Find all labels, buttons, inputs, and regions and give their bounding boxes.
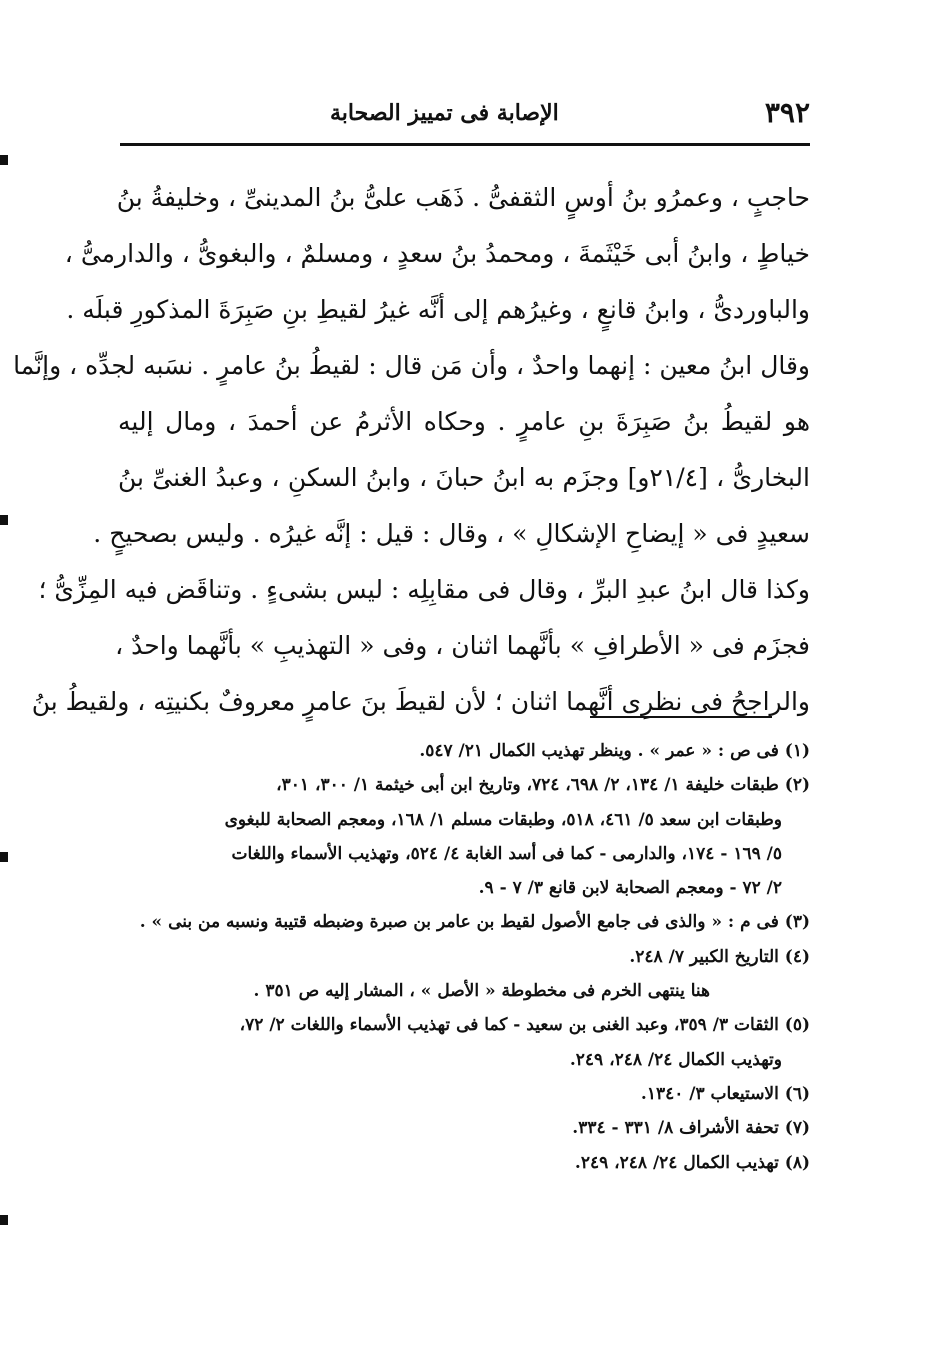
footnote-line: (٨) تهذيب الكمال ٢٤/ ٢٤٨، ٢٤٩.: [574, 1152, 810, 1173]
text-line: والباوردىُّ ، وابنُ قانعٍ ، وغيرُهم إلى أنَّه غيرُ لقيطِ بنِ صَبِرَةَ المذكورِ قبلَه .: [66, 295, 810, 324]
text-line: فجزَم فى « الأطرافِ » بأنَّهما اثنان ، وفى « التهذيبِ » بأنَّهما واحدٌ ،: [115, 631, 810, 660]
text-line: خياطٍ ، وابنُ أبى خَيْثَمةَ ، ومحمدُ بنُ سعدٍ ، ومسلمٌ ، والبغوىُّ ، والدارمىُّ ،: [64, 239, 810, 268]
footnote-line: وتهذيب الكمال ٢٤/ ٢٤٨، ٢٤٩.: [569, 1049, 782, 1070]
binding-mark: [0, 852, 8, 862]
footnote-line: (٣) فى م : « والذى فى جامع الأصول لقيط بن عامر بن صبرة وضبطه قتيبة ونسبه من بنى » .: [139, 912, 810, 933]
page-number: ٣٩٢: [764, 96, 810, 129]
footnote-line: (١) فى ص : « عمر » . وينظر تهذيب الكمال ٢١/ ٥٤٧.: [419, 741, 810, 761]
text-line: والراجحُ فى نظرِى أنَّهما اثنان ؛ لأن لقيطَ بنَ عامرٍ معروفٌ بكنيتِه ، ولقيطُ بنُ: [31, 687, 810, 716]
footnotes: [118, 734, 810, 1180]
footnote-rule: [590, 716, 772, 718]
footnote-line: ٢/ ٧٢ - ومعجم الصحابة لابن قانع ٣/ ٧ - ٩.: [478, 878, 782, 899]
footnote-line: (٧) تحفة الأشراف ٨/ ٣٣١ - ٣٣٤.: [572, 1118, 810, 1139]
text-line: وكذا قال ابنُ عبدِ البرِّ ، وقال فى مقابِلِه : ليس بشىءٍ . وتناقَض فيه المِزِّىُّ ؛: [38, 575, 810, 604]
binding-mark: [0, 1215, 8, 1225]
footnote-note: هنا ينتهى الخرم فى مخطوطة « الأصل » ، المشار إليه ص ٣٥١ .: [253, 981, 710, 1002]
text-line: حاجبٍ ، وعمرُو بنُ أوسٍ الثقفىُّ . ذَهَب علىُّ بنُ المدينىِّ ، وخليفةُ بنُ: [116, 183, 810, 212]
page-header: [120, 96, 810, 136]
text-line: هو لقيطُ بنُ صَبِرَةَ بنِ عامرٍ . وحكاه الأثرمُ عن أحمدَ ، ومال إليه: [118, 407, 810, 436]
footnote-line: (٤) التاريخ الكبير ٧/ ٢٤٨.: [629, 946, 810, 967]
footnote-line: (٦) الاستيعاب ٣/ ١٣٤٠.: [640, 1083, 810, 1104]
binding-mark: [0, 515, 8, 525]
running-title: الإصابة فى تمييز الصحابة: [330, 100, 559, 126]
text-line: وقال ابنُ معين : إنهما واحدٌ ، وأن مَن قال : لقيطُ بنُ عامرٍ . نسَبه لجدِّه ، وإنَّما: [13, 351, 810, 380]
footnote-line: (٥) الثقات ٣/ ٣٥٩، وعبد الغنى بن سعيد - كما فى تهذيب الأسماء واللغات ٢/ ٧٢،: [239, 1015, 810, 1036]
text-line: سعيدٍ فى « إيضاحِ الإشكالِ » ، وقال : قيل : إنَّه غيرُه . وليس بصحيحٍ .: [93, 519, 810, 548]
main-text: [13, 170, 810, 730]
header-rule: [120, 143, 810, 146]
text-line: البخارىُّ ، [٢١/٤و] وجزَم به ابنُ حبانَ ، وابنُ السكنِ ، وعبدُ الغنىِّ بنُ: [118, 463, 810, 492]
footnote-line: (٢) طبقات خليفة ١/ ١٣٤، ٢/ ٦٩٨، ٧٢٤، وتاريخ ابن أبى خيثمة ١/ ٣٠٠، ٣٠١،: [276, 775, 810, 796]
footnote-line: وطبقات ابن سعد ٥/ ٤٦١، ٥١٨، وطبقات مسلم ١/ ١٦٨، ومعجم الصحابة للبغوى: [224, 809, 782, 830]
binding-mark: [0, 155, 8, 165]
footnote-line: ٥/ ١٦٩ - ١٧٤، والدارمى - كما فى أسد الغابة ٤/ ٥٢٤، وتهذيب الأسماء واللغات: [231, 843, 782, 864]
